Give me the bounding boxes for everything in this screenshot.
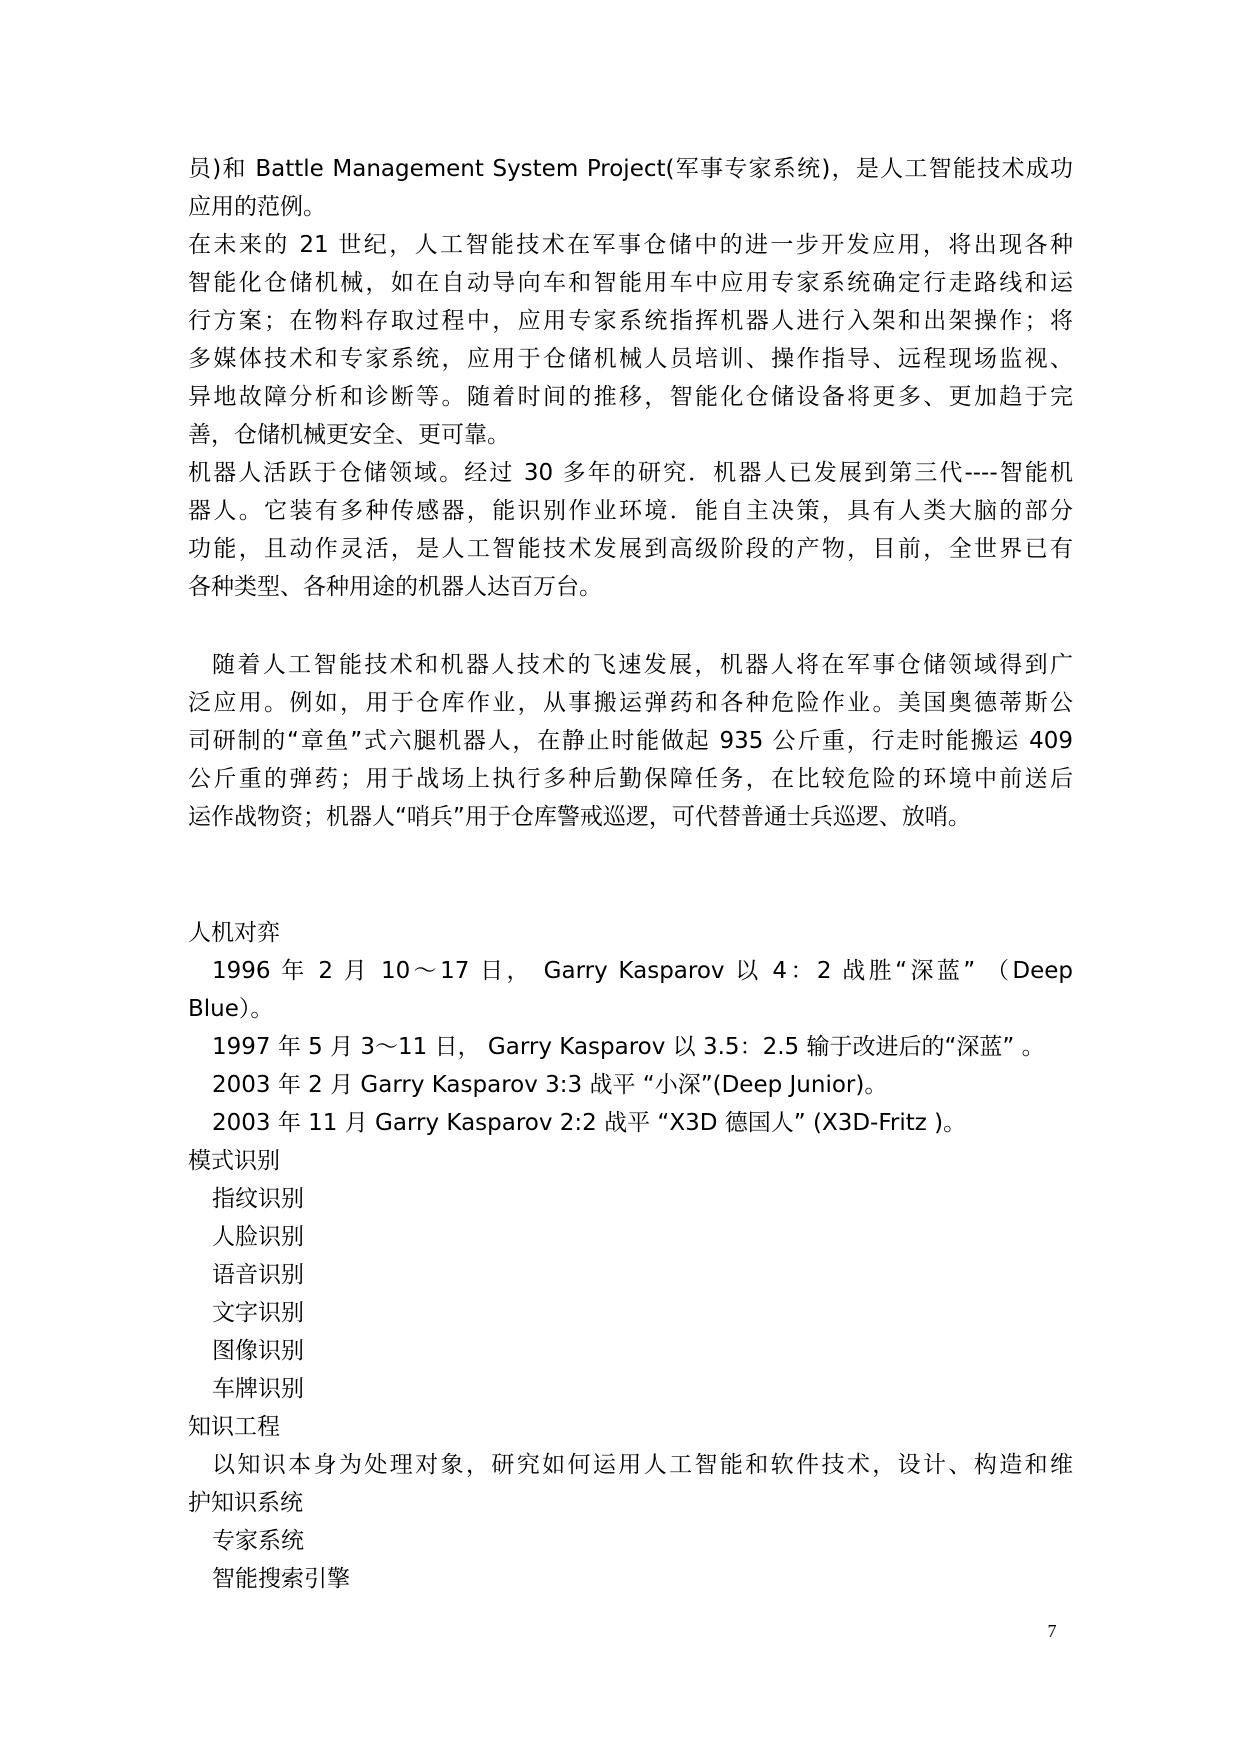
page-content: [188, 150, 1073, 1598]
text-line: 运作战物资；机器人“哨兵”用于仓库警戒巡逻，可代替普通士兵巡逻、放哨。: [188, 804, 971, 830]
text-line: 公斤重的弹药；用于战场上执行多种后勤保障任务，在比较危险的环境中前送后: [188, 766, 1073, 792]
list-item: 1996 年 2 月 10～17 日， Garry Kasparov 以 4：2 战胜“深蓝” （Deep: [212, 958, 1073, 984]
list-item: 专家系统: [212, 1528, 304, 1554]
text-line: 在未来的 21 世纪，人工智能技术在军事仓储中的进一步开发应用，将出现各种: [188, 232, 1073, 258]
section-description: 护知识系统: [188, 1490, 303, 1516]
text-line: 泛应用。例如，用于仓库作业，从事搬运弹药和各种危险作业。美国奥德蒂斯公: [188, 690, 1073, 716]
list-item: Blue）。: [188, 996, 274, 1022]
page-number: 7: [1047, 1621, 1057, 1641]
list-item: 1997 年 5 月 3～11 日， Garry Kasparov 以 3.5：2.5 输于改进后的“深蓝” 。: [212, 1034, 1045, 1060]
list-item: 文字识别: [212, 1300, 304, 1326]
text-line: 应用的范例。: [188, 194, 326, 220]
section-heading: 知识工程: [188, 1414, 280, 1440]
text-line: 员)和 Battle Management System Project(军事专家系统)，是人工智能技术成功: [188, 156, 1073, 182]
list-item: 指纹识别: [212, 1186, 304, 1212]
text-line: 智能化仓储机械，如在自动导向车和智能用车中应用专家系统确定行走路线和运: [188, 270, 1073, 296]
list-item: 车牌识别: [212, 1376, 304, 1402]
text-line: 行方案；在物料存取过程中，应用专家系统指挥机器人进行入架和出架操作；将: [188, 308, 1073, 334]
section-spacer: [188, 836, 1073, 914]
section-heading: 人机对弈: [188, 920, 280, 946]
paragraph-robot-applications: [188, 646, 1073, 836]
paragraph-military-expert-systems: [188, 150, 1073, 226]
text-line: 各种类型、各种用途的机器人达百万台。: [188, 574, 602, 600]
list-item: 2003 年 11 月 Garry Kasparov 2:2 战平 “X3D 德国人” (X3D-Fritz )。: [212, 1110, 967, 1136]
text-line: 器人。它装有多种传感器，能识别作业环境．能自主决策，具有人类大脑的部分: [188, 498, 1073, 524]
list-item: 人脸识别: [212, 1224, 304, 1250]
list-item: 语音识别: [212, 1262, 304, 1288]
text-line: 司研制的“章鱼”式六腿机器人，在静止时能做起 935 公斤重，行走时能搬运 409: [188, 728, 1073, 754]
paragraph-future-warehousing: [188, 226, 1073, 454]
text-line: 随着人工智能技术和机器人技术的飞速发展，机器人将在军事仓储领域得到广: [212, 652, 1073, 678]
list-item: 2003 年 2 月 Garry Kasparov 3:3 战平 “小深”(Deep Junior)。: [212, 1072, 888, 1098]
section-human-machine-chess: [188, 914, 1073, 1142]
text-line: 多媒体技术和专家系统，应用于仓储机械人员培训、操作指导、远程现场监视、: [188, 346, 1073, 372]
section-knowledge-engineering: [188, 1408, 1073, 1598]
text-line: 机器人活跃于仓储领域。经过 30 多年的研究．机器人已发展到第三代----智能机: [188, 460, 1073, 486]
section-description: 以知识本身为处理对象，研究如何运用人工智能和软件技术，设计、构造和维: [212, 1452, 1073, 1478]
text-line: 异地故障分析和诊断等。随着时间的推移，智能化仓储设备将更多、更加趋于完: [188, 384, 1073, 410]
paragraph-robots-in-warehousing: [188, 454, 1073, 606]
section-pattern-recognition: [188, 1142, 1073, 1408]
text-line: 善，仓储机械更安全、更可靠。: [188, 422, 510, 448]
paragraph-spacer: [188, 606, 1073, 646]
text-line: 功能，且动作灵活，是人工智能技术发展到高级阶段的产物，目前，全世界已有: [188, 536, 1073, 562]
section-heading: 模式识别: [188, 1148, 280, 1174]
list-item: 智能搜索引擎: [212, 1566, 350, 1592]
list-item: 图像识别: [212, 1338, 304, 1364]
